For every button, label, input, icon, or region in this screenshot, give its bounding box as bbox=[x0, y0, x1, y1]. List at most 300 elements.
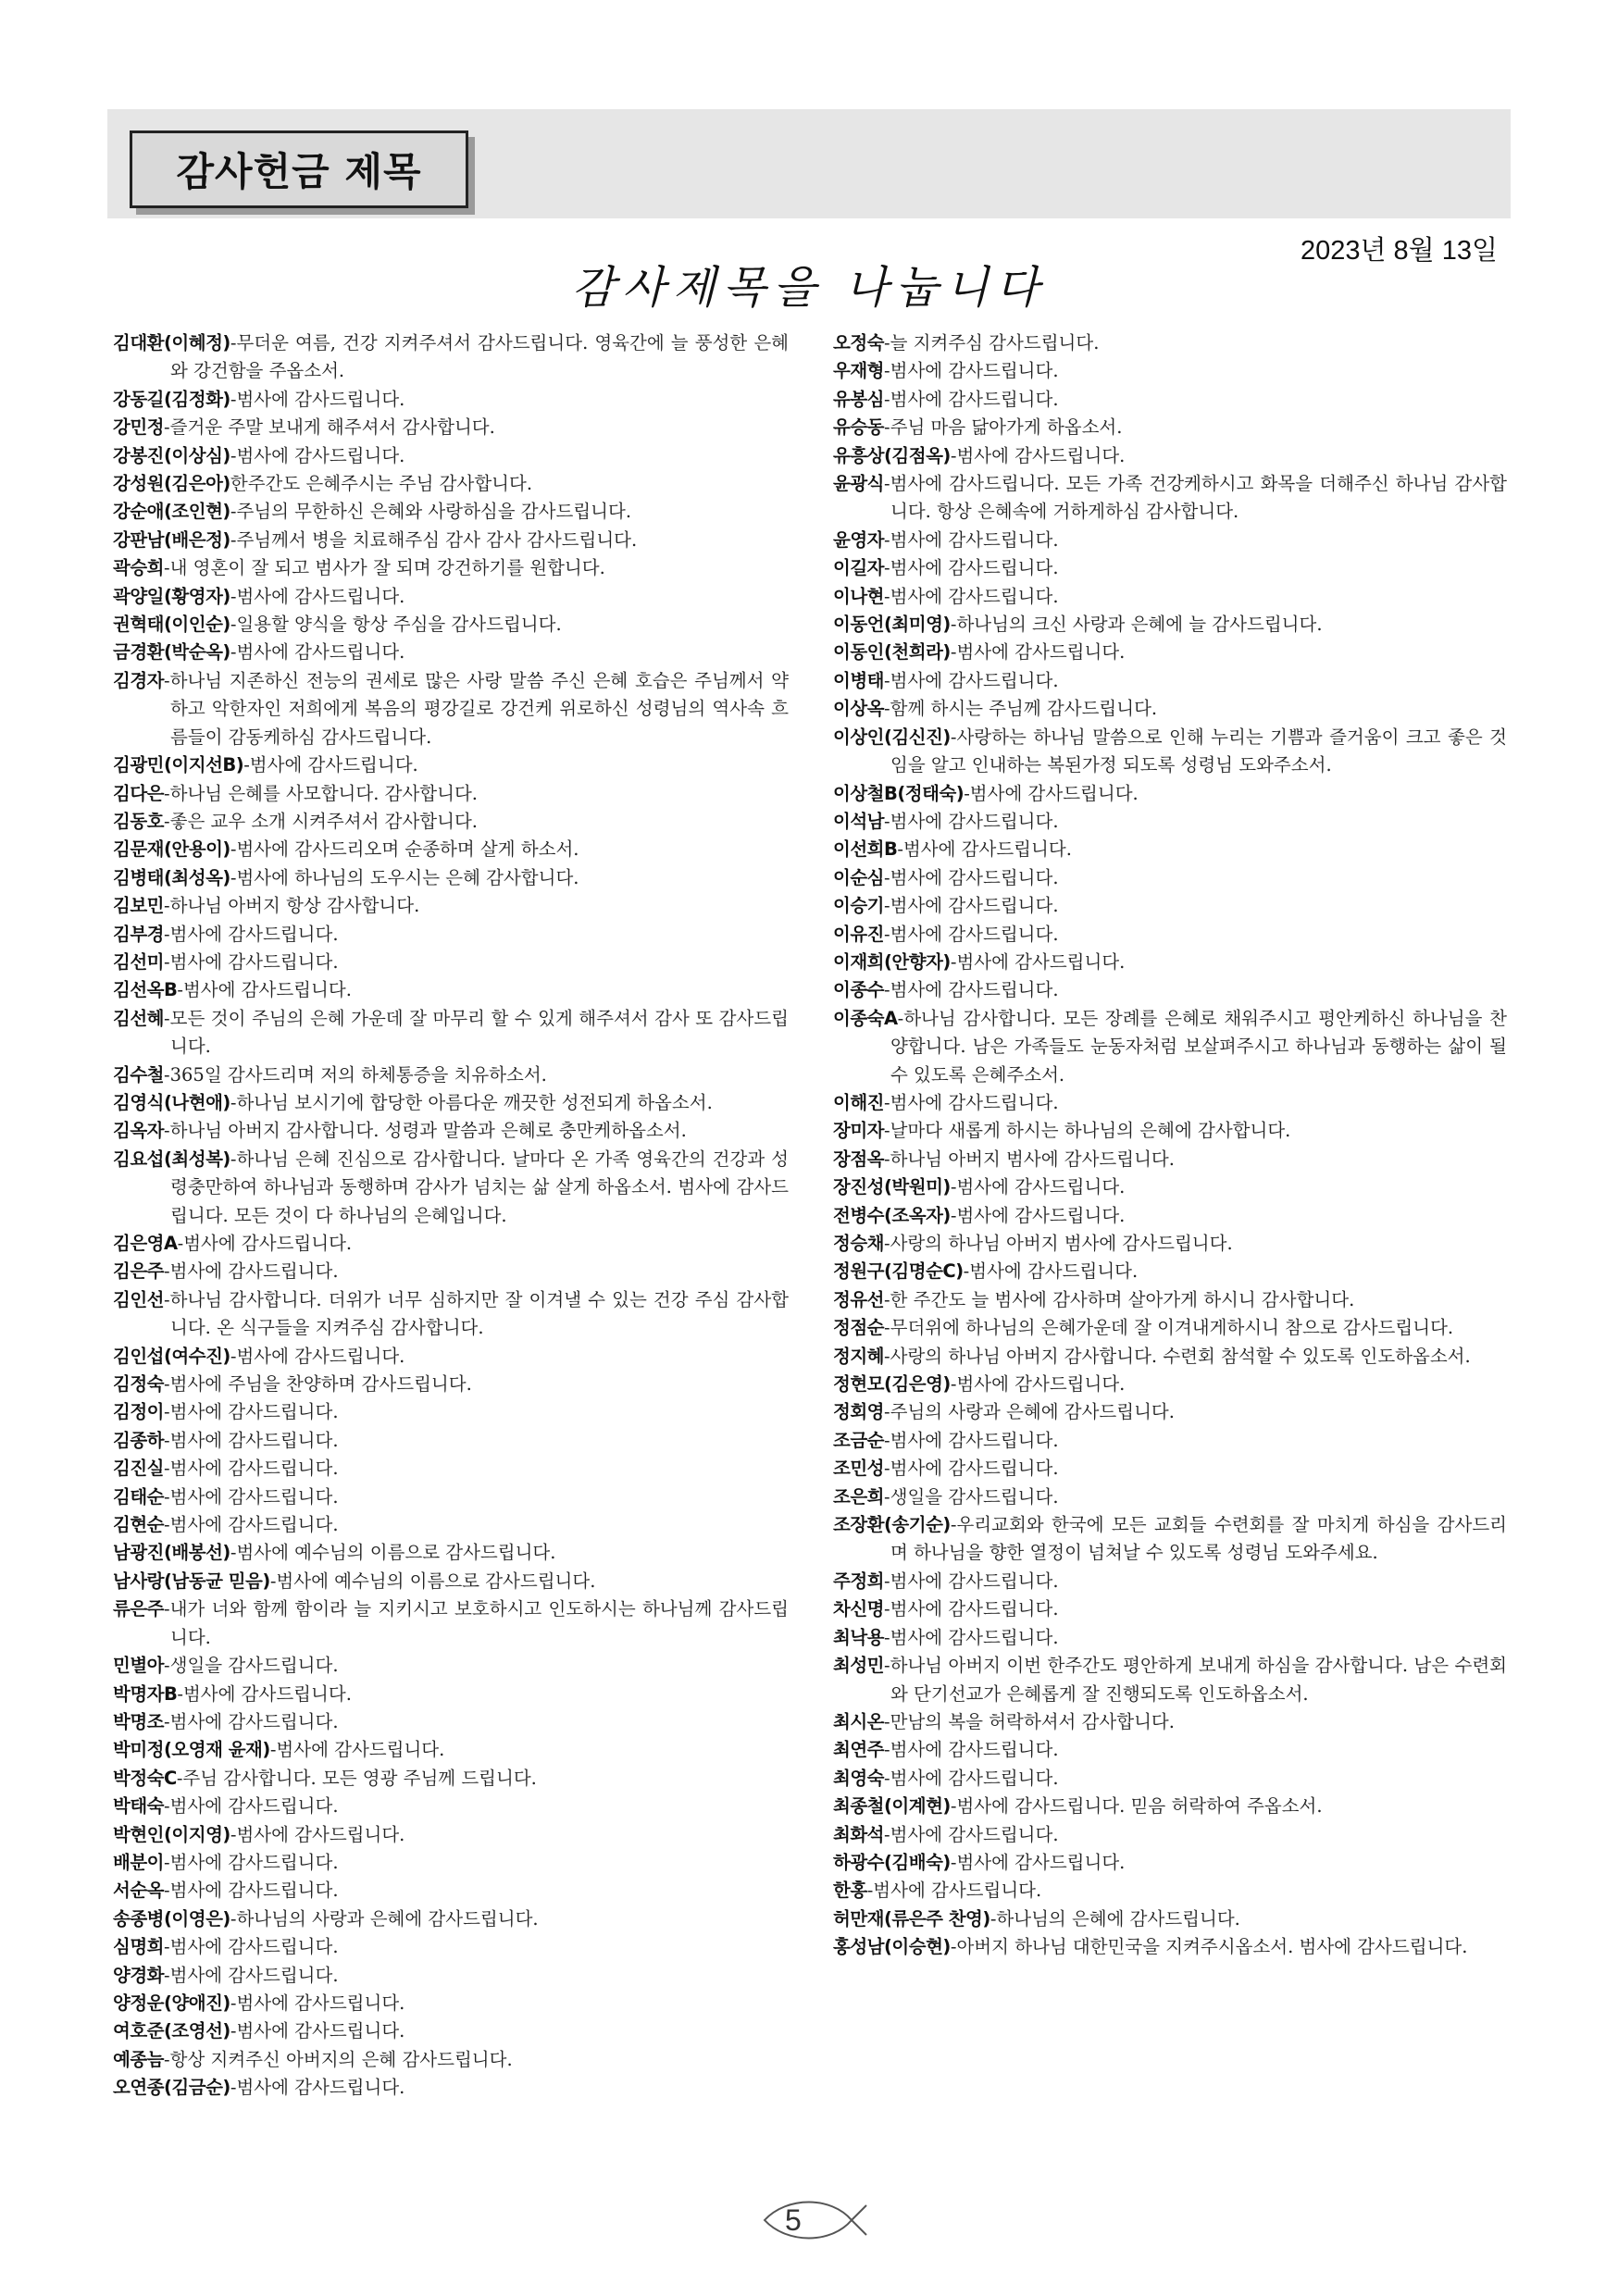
list-item bbox=[833, 442, 1507, 470]
thanks-text: -하나님 아버지 이번 한주간도 평안하게 보내게 하심을 감사합니다. 남은 수련회와 단기선교가 은혜롭게 잘 진행되도록 인도하옵소서. bbox=[884, 1655, 1507, 1705]
donor-name: 양경화 bbox=[113, 1964, 165, 1986]
list-item bbox=[113, 949, 789, 976]
list-item bbox=[113, 414, 789, 441]
thanks-text: -범사에 감사드립니다. bbox=[164, 1260, 339, 1283]
donor-name: 하광수(김배숙) bbox=[833, 1851, 951, 1873]
donor-name: 김현순 bbox=[113, 1514, 165, 1536]
list-item bbox=[113, 1427, 789, 1455]
donor-name: 심명희 bbox=[113, 1936, 165, 1958]
list-item bbox=[833, 1933, 1507, 1961]
thanks-text: -범사에 감사드립니다. bbox=[230, 1823, 405, 1845]
donor-name: 김정숙 bbox=[113, 1373, 165, 1396]
donor-name: 김대환(이혜정) bbox=[113, 332, 230, 354]
thanks-text: -범사에 감사드립니다. bbox=[884, 585, 1059, 607]
thanks-text: -만남의 복을 허락하셔서 감사합니다. bbox=[884, 1710, 1175, 1732]
thanks-text: -범사에 감사드립니다. bbox=[164, 1964, 339, 1986]
donor-name: 박명자B bbox=[113, 1682, 178, 1705]
list-item bbox=[833, 1005, 1507, 1089]
donor-name: 박태숙 bbox=[113, 1795, 165, 1818]
thanks-text: -하나님 감사합니다. 모든 장례를 은혜로 채워주시고 평안케하신 하나님을 찬양합니다. 남은 가족들도 눈동자처럼 보살펴주시고 하나님과 동행하는 삶이 될수 있도록 은혜주소서. bbox=[890, 1007, 1507, 1086]
donor-name: 김부경 bbox=[113, 923, 165, 945]
thanks-text: -범사에 감사드립니다. bbox=[164, 1880, 339, 1902]
thanks-text: -범사에 감사드립니다. bbox=[884, 1458, 1059, 1480]
list-item bbox=[833, 780, 1507, 808]
list-item bbox=[113, 498, 789, 526]
thanks-text: -범사에 감사드립니다. bbox=[884, 528, 1059, 551]
list-item bbox=[113, 2074, 789, 2102]
list-item bbox=[833, 695, 1507, 723]
thanks-text: -범사에 감사드립니다. bbox=[164, 1401, 339, 1423]
thanks-text: -하나님 아버지 감사합니다. 성령과 말씀과 은혜로 충만케하옵소서. bbox=[164, 1120, 687, 1142]
thanks-text: -범사에 감사드립니다. bbox=[884, 866, 1059, 888]
donor-name: 금경환(박순옥) bbox=[113, 641, 230, 664]
thanks-text: -주님의 사랑과 은혜에 감사드립니다. bbox=[884, 1401, 1175, 1423]
list-item bbox=[833, 921, 1507, 949]
thanks-text: -범사에 감사드립니다. bbox=[884, 1570, 1059, 1592]
thanks-text: -범사에 감사드립니다. bbox=[269, 1739, 445, 1761]
list-item bbox=[113, 329, 789, 386]
thanks-text: -범사에 감사드립니다. bbox=[884, 360, 1059, 382]
thanks-text: -범사에 감사드립니다. bbox=[164, 1485, 339, 1508]
thanks-text: -범사에 감사드립니다. bbox=[230, 1992, 405, 2014]
thanks-text: -범사에 감사드립니다. bbox=[884, 1739, 1059, 1761]
donor-name: 김동호 bbox=[113, 810, 165, 832]
thanks-text: -무더운 여름, 건강 지켜주셔서 감사드립니다. 영육간에 늘 풍성한 은혜와 강건함을 주옵소서. bbox=[170, 332, 789, 382]
thanks-text: -범사에 하나님의 도우시는 은혜 감사합니다. bbox=[230, 866, 579, 888]
donor-name: 한홍 bbox=[833, 1880, 867, 1902]
donor-name: 김선미 bbox=[113, 950, 165, 973]
list-item bbox=[833, 864, 1507, 892]
thanks-text: -범사에 감사드립니다. bbox=[230, 585, 405, 607]
list-item bbox=[113, 1877, 789, 1905]
list-item bbox=[113, 527, 789, 554]
list-item bbox=[833, 1624, 1507, 1652]
thanks-text: -사랑의 하나님 아버지 감사합니다. 수련회 참석할 수 있도록 인도하옵소서. bbox=[884, 1345, 1471, 1367]
list-item bbox=[833, 1455, 1507, 1483]
list-item bbox=[113, 386, 789, 414]
thanks-text: -범사에 감사드립니다. bbox=[884, 895, 1059, 917]
donor-name: 이유진 bbox=[833, 923, 885, 945]
thanks-text: -범사에 감사드립니다. bbox=[950, 444, 1126, 466]
thanks-text: -모든 것이 주님의 은혜 가운데 잘 마무리 할 수 있게 해주셔서 감사 또 감사드립니다. bbox=[164, 1007, 789, 1058]
list-item bbox=[833, 976, 1507, 1004]
list-item bbox=[113, 1681, 789, 1708]
list-item bbox=[833, 1258, 1507, 1285]
donor-name: 김은주 bbox=[113, 1260, 165, 1283]
thanks-text: -범사에 감사드립니다. bbox=[230, 641, 405, 664]
donor-name: 강순애(조인현) bbox=[113, 501, 230, 523]
thanks-text: -늘 지켜주심 감사드립니다. bbox=[884, 332, 1100, 354]
thanks-text: -범사에 감사드립니다. bbox=[164, 1851, 339, 1873]
thanks-text: -범사에 감사드립니다. bbox=[164, 950, 339, 973]
list-item bbox=[113, 780, 789, 808]
donor-name: 유흥상(김점옥) bbox=[833, 444, 951, 466]
donor-name: 박명조 bbox=[113, 1710, 165, 1732]
donor-name: 장점옥 bbox=[833, 1148, 885, 1170]
list-item bbox=[113, 892, 789, 920]
donor-name: 류은주 bbox=[113, 1598, 165, 1620]
thanks-text: -범사에 감사드립니다. bbox=[230, 388, 405, 410]
donor-name: 정승채 bbox=[833, 1233, 885, 1254]
list-item bbox=[113, 1765, 789, 1793]
donor-name: 윤영자 bbox=[833, 528, 885, 551]
list-item bbox=[113, 1793, 789, 1820]
thanks-text: -범사에 감사드립니다. bbox=[884, 1626, 1059, 1648]
donor-name: 오정숙 bbox=[833, 332, 885, 354]
list-item bbox=[833, 1595, 1507, 1623]
donor-name: 정회영 bbox=[833, 1401, 885, 1423]
thanks-text: -하나님 아버지 범사에 감사드립니다. bbox=[884, 1148, 1175, 1170]
donor-name: 오연종(김금순) bbox=[113, 2077, 230, 2099]
donor-name: 이종수 bbox=[833, 979, 885, 1001]
list-item bbox=[833, 1371, 1507, 1398]
list-item bbox=[113, 1146, 789, 1230]
list-item bbox=[113, 1933, 789, 1961]
right-column bbox=[833, 329, 1507, 1962]
donor-name: 이순심 bbox=[833, 866, 885, 888]
list-item bbox=[113, 976, 789, 1004]
list-item bbox=[113, 1117, 789, 1145]
list-item bbox=[833, 527, 1507, 554]
thanks-text: -범사에 감사드립니다. bbox=[230, 2020, 405, 2042]
list-item bbox=[833, 1146, 1507, 1173]
list-item bbox=[113, 1230, 789, 1258]
thanks-text: 한주간도 은혜주시는 주님 감사합니다. bbox=[230, 473, 533, 495]
donor-name: 배분이 bbox=[113, 1851, 165, 1873]
list-item bbox=[833, 1398, 1507, 1426]
thanks-text: -범사에 감사드립니다. bbox=[884, 1767, 1059, 1789]
thanks-text: -범사에 예수님의 이름으로 감사드립니다. bbox=[269, 1570, 596, 1592]
donor-name: 김보민 bbox=[113, 895, 165, 917]
thanks-text: -범사에 감사드립니다. bbox=[164, 1429, 339, 1451]
page-number-badge bbox=[759, 2194, 870, 2246]
list-item bbox=[113, 1371, 789, 1398]
thanks-text: -범사에 감사드립니다. bbox=[177, 1233, 353, 1254]
list-item bbox=[113, 470, 789, 498]
thanks-text: -하나님의 크신 사랑과 은혜에 늘 감사드립니다. bbox=[950, 614, 1323, 636]
list-item bbox=[113, 1595, 789, 1652]
list-item bbox=[833, 1821, 1507, 1849]
list-item bbox=[113, 1258, 789, 1285]
list-item bbox=[113, 2046, 789, 2074]
donor-name: 곽승희 bbox=[113, 557, 165, 579]
list-item bbox=[113, 611, 789, 639]
list-item bbox=[113, 442, 789, 470]
thanks-text: -하나님 보시기에 합당한 아름다운 깨끗한 성전되게 하옵소서. bbox=[230, 1091, 713, 1113]
thanks-text: -범사에 감사드립니다. bbox=[950, 1204, 1126, 1226]
donor-name: 최연주 bbox=[833, 1739, 885, 1761]
list-item bbox=[113, 1005, 789, 1061]
donor-name: 정현모(김은영) bbox=[833, 1373, 951, 1396]
thanks-text: -범사에 감사드립니다. bbox=[164, 1458, 339, 1480]
donor-name: 이승기 bbox=[833, 895, 885, 917]
list-item bbox=[833, 1314, 1507, 1342]
list-item bbox=[113, 1849, 789, 1877]
donor-name: 김선혜 bbox=[113, 1007, 165, 1029]
thanks-text: -범사에 감사드립니다. bbox=[950, 950, 1126, 973]
donor-name: 이병태 bbox=[833, 669, 885, 691]
thanks-text: -범사에 감사드립니다. bbox=[164, 1710, 339, 1732]
donor-name: 김경자 bbox=[113, 669, 165, 691]
donor-name: 김옥자 bbox=[113, 1120, 165, 1142]
donor-name: 양정운(양애진) bbox=[113, 1992, 230, 2014]
list-item bbox=[113, 667, 789, 751]
donor-name: 강성원(김은아) bbox=[113, 473, 230, 495]
donor-name: 이상옥 bbox=[833, 698, 885, 720]
thanks-text: -365일 감사드리며 저의 하체통증을 치유하소서. bbox=[164, 1063, 547, 1086]
thanks-text: -범사에 감사드립니다. bbox=[964, 782, 1139, 804]
thanks-text: -주님께서 병을 치료해주심 감사 감사 감사드립니다. bbox=[230, 528, 638, 551]
thanks-text: -범사에 감사드립니다. bbox=[884, 1429, 1059, 1451]
fish-icon bbox=[759, 2194, 870, 2246]
donor-name: 박미정(오영재 윤재) bbox=[113, 1739, 270, 1761]
thanks-text: -생일을 감사드립니다. bbox=[164, 1655, 339, 1677]
list-item bbox=[113, 1343, 789, 1371]
donor-name: 조은희 bbox=[833, 1485, 885, 1508]
donor-name: 장진성(박원미) bbox=[833, 1176, 951, 1198]
list-item bbox=[833, 808, 1507, 836]
donor-name: 허만재(류은주 찬영) bbox=[833, 1907, 990, 1930]
donor-name: 김문재(안용이) bbox=[113, 838, 230, 861]
donor-name: 여호준(조영선) bbox=[113, 2020, 230, 2042]
list-item bbox=[833, 386, 1507, 414]
donor-name: 이상인(김신진) bbox=[833, 726, 951, 748]
list-item bbox=[833, 357, 1507, 385]
thanks-text: -주님 감사합니다. 모든 영광 주님께 드립니다. bbox=[176, 1767, 537, 1789]
donor-name: 남사랑(남동균 믿음) bbox=[113, 1570, 270, 1592]
thanks-text: -하나님 감사합니다. 더위가 너무 심하지만 잘 이겨낼 수 있는 건강 주심 감사합니다. 온 식구들을 지켜주심 감사합니다. bbox=[164, 1288, 789, 1339]
list-item bbox=[833, 1736, 1507, 1764]
list-item bbox=[833, 1427, 1507, 1455]
thanks-text: -범사에 감사드립니다. bbox=[164, 923, 339, 945]
list-item bbox=[833, 1765, 1507, 1793]
donor-name: 유승동 bbox=[833, 416, 885, 439]
list-item bbox=[833, 1286, 1507, 1314]
thanks-text: -아버지 하나님 대한민국을 지켜주시옵소서. 범사에 감사드립니다. bbox=[950, 1936, 1468, 1958]
donor-name: 김태순 bbox=[113, 1485, 165, 1508]
thanks-text: -주님의 무한하신 은혜와 사랑하심을 감사드립니다. bbox=[230, 501, 632, 523]
thanks-text: -주님 마음 닮아가게 하옵소서. bbox=[884, 416, 1123, 439]
donor-name: 김진실 bbox=[113, 1458, 165, 1480]
list-item bbox=[113, 1539, 789, 1567]
list-item bbox=[113, 1990, 789, 2017]
donor-name: 김영식(나현애) bbox=[113, 1091, 230, 1113]
list-item bbox=[833, 1652, 1507, 1708]
list-item bbox=[113, 1286, 789, 1343]
donor-name: 이종숙A bbox=[833, 1007, 898, 1029]
donor-name: 민별아 bbox=[113, 1655, 165, 1677]
thanks-text: -한 주간도 늘 범사에 감사하며 살아가게 하시니 감사합니다. bbox=[884, 1288, 1355, 1310]
list-item bbox=[113, 921, 789, 949]
thanks-text: -범사에 감사드립니다. bbox=[230, 2077, 405, 2099]
thanks-text: -우리교회와 한국에 모든 교회들 수련회를 잘 마치게 하심을 감사드리며 하나님을 향한 열정이 넘쳐날 수 있도록 성령님 도와주세요. bbox=[890, 1514, 1507, 1564]
donor-name: 최화석 bbox=[833, 1823, 885, 1845]
donor-name: 김광민(이지선B) bbox=[113, 754, 244, 776]
thanks-text: -사랑의 하나님 아버지 범사에 감사드립니다. bbox=[884, 1233, 1233, 1254]
donor-name: 홍성남(이승현) bbox=[833, 1936, 951, 1958]
list-item bbox=[833, 949, 1507, 976]
list-item bbox=[113, 751, 789, 779]
list-item bbox=[833, 667, 1507, 695]
donor-name: 이나현 bbox=[833, 585, 885, 607]
list-item bbox=[833, 1173, 1507, 1201]
thanks-text: -하나님 은혜를 사모합니다. 감사합니다. bbox=[164, 782, 478, 804]
list-item bbox=[113, 836, 789, 863]
thanks-text: -내 영혼이 잘 되고 범사가 잘 되며 강건하기를 원합니다. bbox=[164, 557, 605, 579]
donor-name: 조장환(송기순) bbox=[833, 1514, 951, 1536]
thanks-text: -하나님 아버지 항상 감사합니다. bbox=[164, 895, 420, 917]
donor-name: 정점순 bbox=[833, 1317, 885, 1339]
donor-name: 강민정 bbox=[113, 416, 165, 439]
donor-name: 윤광식 bbox=[833, 473, 885, 495]
thanks-text: -생일을 감사드립니다. bbox=[884, 1485, 1059, 1508]
donor-name: 김요섭(최성복) bbox=[113, 1148, 230, 1170]
donor-name: 정유선 bbox=[833, 1288, 885, 1310]
section-subtitle: 감사제목을 나눕니다 bbox=[571, 262, 1047, 314]
donor-name: 최종철(이계현) bbox=[833, 1795, 951, 1818]
thanks-text: -일용할 양식을 항상 주심을 감사드립니다. bbox=[230, 614, 562, 636]
list-item bbox=[113, 1511, 789, 1539]
donor-name: 이선희B bbox=[833, 838, 898, 861]
thanks-text: -범사에 감사드립니다. bbox=[177, 979, 352, 1001]
thanks-text: -범사에 감사드립니다. bbox=[230, 1345, 405, 1367]
donor-name: 권혁태(이인순) bbox=[113, 614, 230, 636]
list-item bbox=[113, 2017, 789, 2045]
list-item bbox=[113, 583, 789, 611]
list-item bbox=[833, 611, 1507, 639]
list-item bbox=[113, 1962, 789, 1990]
list-item bbox=[113, 1905, 789, 1933]
list-item bbox=[833, 1877, 1507, 1905]
issue-date: 2023년 8월 13일 bbox=[1300, 236, 1498, 266]
donor-name: 이해진 bbox=[833, 1091, 885, 1113]
list-item bbox=[833, 1483, 1507, 1511]
donor-name: 최성민 bbox=[833, 1655, 885, 1677]
list-item bbox=[113, 1398, 789, 1426]
thanks-text: -범사에 감사드립니다. bbox=[884, 388, 1059, 410]
donor-name: 김수철 bbox=[113, 1063, 165, 1086]
donor-name: 이길자 bbox=[833, 557, 885, 579]
list-item bbox=[833, 554, 1507, 582]
list-item bbox=[113, 1708, 789, 1736]
list-item bbox=[113, 1736, 789, 1764]
donor-name: 이동언(최미영) bbox=[833, 614, 951, 636]
list-item bbox=[833, 1343, 1507, 1371]
donor-name: 김종하 bbox=[113, 1429, 165, 1451]
list-item bbox=[113, 1483, 789, 1511]
donor-name: 강판남(배은정) bbox=[113, 528, 230, 551]
thanks-text: -날마다 새롭게 하시는 하나님의 은혜에 감사합니다. bbox=[884, 1120, 1291, 1142]
list-item bbox=[833, 1568, 1507, 1595]
list-item bbox=[113, 864, 789, 892]
thanks-text: -범사에 감사드립니다. bbox=[884, 923, 1059, 945]
page-title: 감사헌금 제목 bbox=[176, 149, 422, 194]
donor-name: 장미자 bbox=[833, 1120, 885, 1142]
left-column bbox=[113, 329, 789, 2103]
thanks-text: -범사에 감사드립니다. bbox=[950, 1373, 1126, 1396]
donor-name: 김선옥B bbox=[113, 979, 178, 1001]
list-item bbox=[833, 1511, 1507, 1568]
donor-name: 우재형 bbox=[833, 360, 885, 382]
donor-name: 이상철B(정태숙) bbox=[833, 782, 965, 804]
thanks-text: -항상 지켜주신 아버지의 은혜 감사드립니다. bbox=[164, 2048, 513, 2070]
list-item bbox=[833, 1202, 1507, 1230]
donor-name: 예종늠 bbox=[113, 2048, 165, 2070]
thanks-text: -즐거운 주말 보내게 해주셔서 감사합니다. bbox=[164, 416, 495, 439]
donor-name: 김다은 bbox=[113, 782, 165, 804]
list-item bbox=[833, 1230, 1507, 1258]
thanks-text: -범사에 감사드립니다. bbox=[884, 810, 1059, 832]
donor-name: 이석남 bbox=[833, 810, 885, 832]
page-number: 5 bbox=[785, 2203, 802, 2237]
list-item bbox=[113, 1455, 789, 1483]
list-item bbox=[113, 1568, 789, 1595]
thanks-text: -범사에 예수님의 이름으로 감사드립니다. bbox=[230, 1542, 556, 1564]
thanks-text: -범사에 감사드립니다. bbox=[884, 669, 1059, 691]
thanks-text: -범사에 감사드립니다. bbox=[884, 979, 1059, 1001]
thanks-text: -범사에 감사드립니다. bbox=[164, 1514, 339, 1536]
donor-name: 조금순 bbox=[833, 1429, 885, 1451]
donor-name: 김은영A bbox=[113, 1233, 178, 1254]
donor-name: 송종병(이영은) bbox=[113, 1907, 230, 1930]
page-title-box bbox=[130, 130, 468, 208]
donor-name: 서순옥 bbox=[113, 1880, 165, 1902]
list-item bbox=[833, 1708, 1507, 1736]
donor-name: 강봉진(이상심) bbox=[113, 444, 230, 466]
donor-name: 전병수(조옥자) bbox=[833, 1204, 951, 1226]
list-item bbox=[833, 583, 1507, 611]
thanks-text: -무더위에 하나님의 은혜가운데 잘 이겨내게하시니 참으로 감사드립니다. bbox=[884, 1317, 1454, 1339]
thanks-text: -범사에 감사드립니다. bbox=[950, 1176, 1126, 1198]
donor-name: 최낙용 bbox=[833, 1626, 885, 1648]
donor-name: 최영숙 bbox=[833, 1767, 885, 1789]
list-item bbox=[113, 1652, 789, 1680]
list-item bbox=[833, 329, 1507, 357]
thanks-text: -범사에 감사드립니다. bbox=[950, 641, 1126, 664]
list-item bbox=[833, 724, 1507, 780]
list-item bbox=[833, 1793, 1507, 1820]
donor-name: 강동길(김정화) bbox=[113, 388, 230, 410]
list-item bbox=[833, 414, 1507, 441]
thanks-text: -범사에 감사드립니다. bbox=[230, 444, 405, 466]
list-item bbox=[833, 1905, 1507, 1933]
list-item bbox=[833, 836, 1507, 863]
donor-name: 정원구(김명순C) bbox=[833, 1260, 964, 1283]
thanks-text: -하나님 지존하신 전능의 권세로 많은 사랑 말씀 주신 은혜 호습은 주님께서 약하고 악한자인 저희에게 복음의 평강길로 강건케 위로하신 성령님의 역사속 흐름들이 감동케하심 감사드립니다. bbox=[164, 669, 789, 748]
thanks-text: -범사에 감사드립니다. bbox=[243, 754, 418, 776]
donor-name: 김병태(최성옥) bbox=[113, 866, 230, 888]
thanks-text: -사랑하는 하나님 말씀으로 인해 누리는 기쁨과 즐거움이 크고 좋은 것임을 알고 인내하는 복된가정 되도록 성령님 도와주소서. bbox=[890, 726, 1507, 776]
thanks-text: -범사에 감사드립니다. bbox=[866, 1880, 1042, 1902]
donor-name: 이재희(안향자) bbox=[833, 950, 951, 973]
thanks-text: -하나님 은혜 진심으로 감사합니다. 날마다 온 가족 영육간의 건강과 성령충만하여 하나님과 동행하며 감사가 넘치는 삶 살게 하옵소서. 범사에 감사드립니다. 모든 것이 다 하나님의 은혜입니다. bbox=[170, 1148, 789, 1226]
thanks-text: -범사에 감사드립니다. bbox=[884, 1598, 1059, 1620]
thanks-text: -범사에 감사드립니다. bbox=[963, 1260, 1139, 1283]
donor-name: 주정희 bbox=[833, 1570, 885, 1592]
thanks-text: -범사에 감사드립니다. bbox=[884, 557, 1059, 579]
list-item bbox=[113, 808, 789, 836]
donor-name: 김인섭(여수진) bbox=[113, 1345, 230, 1367]
thanks-text: -하나님의 사랑과 은혜에 감사드립니다. bbox=[230, 1907, 539, 1930]
donor-name: 박현인(이지영) bbox=[113, 1823, 230, 1845]
donor-name: 곽양일(황영자) bbox=[113, 585, 230, 607]
list-item bbox=[833, 892, 1507, 920]
donor-name: 김인선 bbox=[113, 1288, 165, 1310]
donor-name: 남광진(배봉선) bbox=[113, 1542, 230, 1564]
thanks-text: -범사에 감사드리오며 순종하며 살게 하소서. bbox=[230, 838, 579, 861]
donor-name: 최시온 bbox=[833, 1710, 885, 1732]
thanks-text: -범사에 주님을 찬양하며 감사드립니다. bbox=[164, 1373, 472, 1396]
